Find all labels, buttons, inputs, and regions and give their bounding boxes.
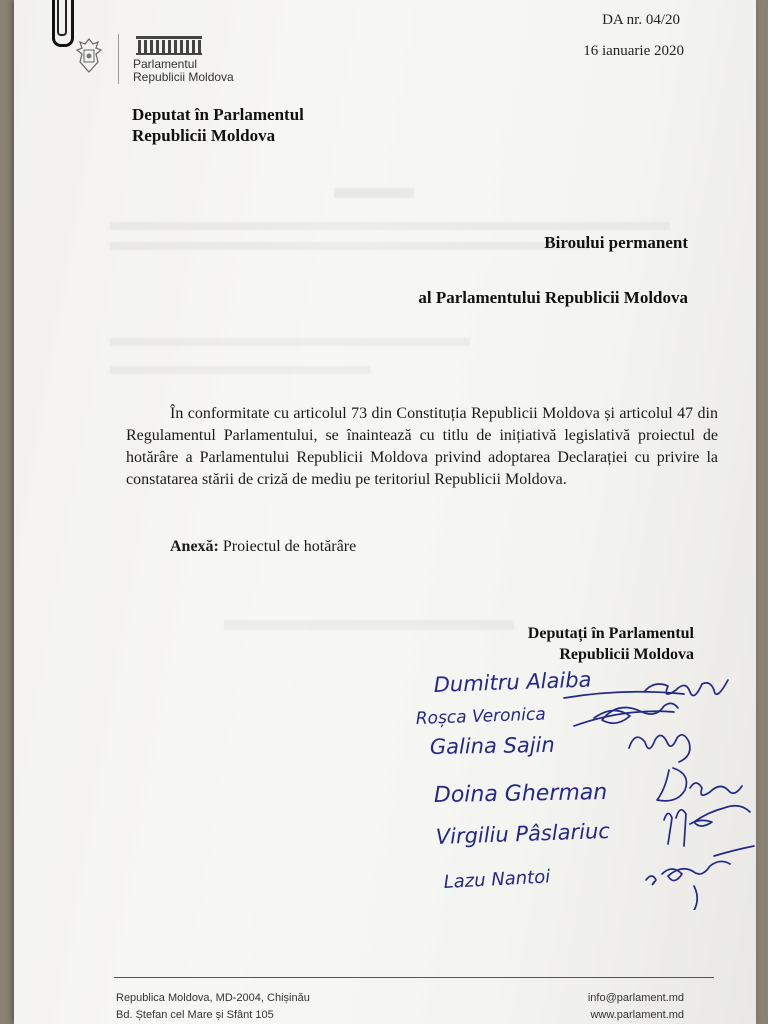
- footer-address-line2: Bd. Ștefan cel Mare și Sfânt 105: [116, 1009, 274, 1021]
- signature-name-6: Lazu Nantoi: [443, 866, 551, 893]
- signature-name-5: Virgiliu Pâslariuc: [435, 818, 611, 849]
- footer-email: info@parlament.md: [587, 992, 684, 1004]
- footer-address-line1: Republica Moldova, MD-2004, Chișinău: [116, 992, 310, 1004]
- signature-3-mark: [629, 735, 690, 762]
- signature-5-mark: [664, 806, 750, 846]
- annex-line: [170, 538, 356, 556]
- signature-1-mark: [644, 680, 728, 696]
- body-paragraph: În conformitate cu articolul 73 din Constituția Republicii Moldova și articolul 47 din Regulamentul Parlamentului, se înaintează cu titlu de inițiativă legislativă proiectul de hotărâre a Parlamentului Republicii Moldova privind adoptarea Declarației cu privire la constatarea stării de criză de mediu pe teritoriul Republicii Moldova.: [126, 405, 718, 488]
- logo-text-line1: Parlamentul: [133, 57, 198, 71]
- signature-2-mark: [594, 703, 678, 723]
- signature-name-4: Doina Gherman: [433, 779, 608, 808]
- footer-contact: [588, 990, 684, 1024]
- signature-name-3: Galina Sajin: [429, 732, 555, 759]
- sender-line2: Republicii Moldova: [132, 126, 276, 145]
- annex-label: Anexă:: [170, 538, 219, 555]
- signature-4-mark: [657, 768, 742, 801]
- signature-name-1: Dumitru Alaiba: [433, 667, 592, 697]
- signature-6-mark: [646, 846, 754, 910]
- document-date: 16 ianuarie 2020: [583, 43, 684, 59]
- footer-address: [116, 990, 310, 1024]
- addressee-line1: Biroului permanent: [544, 233, 688, 252]
- document-reference: DA nr. 04/20: [602, 12, 680, 28]
- signature-block-line1: Deputați în Parlamentul: [527, 625, 694, 642]
- signature-block-title: [528, 623, 694, 665]
- signature-name-2: Roșca Veronica: [415, 704, 547, 729]
- handwritten-signatures: [414, 660, 768, 910]
- signature-1-underline: [564, 692, 684, 698]
- document-page: [14, 0, 756, 1024]
- signature-block-line2: Republicii Moldova: [559, 646, 694, 663]
- sender-line1: Deputat în Parlamentul: [132, 105, 304, 124]
- addressee-line2: al Parlamentului Republicii Moldova: [418, 288, 688, 307]
- logo-text-line2: Republicii Moldova: [133, 70, 234, 84]
- annex-text: Proiectul de hotărâre: [222, 538, 357, 555]
- signature-2-flourish: [574, 711, 674, 726]
- footer-website: www.parlament.md: [590, 1009, 684, 1021]
- footer-divider: [114, 977, 714, 978]
